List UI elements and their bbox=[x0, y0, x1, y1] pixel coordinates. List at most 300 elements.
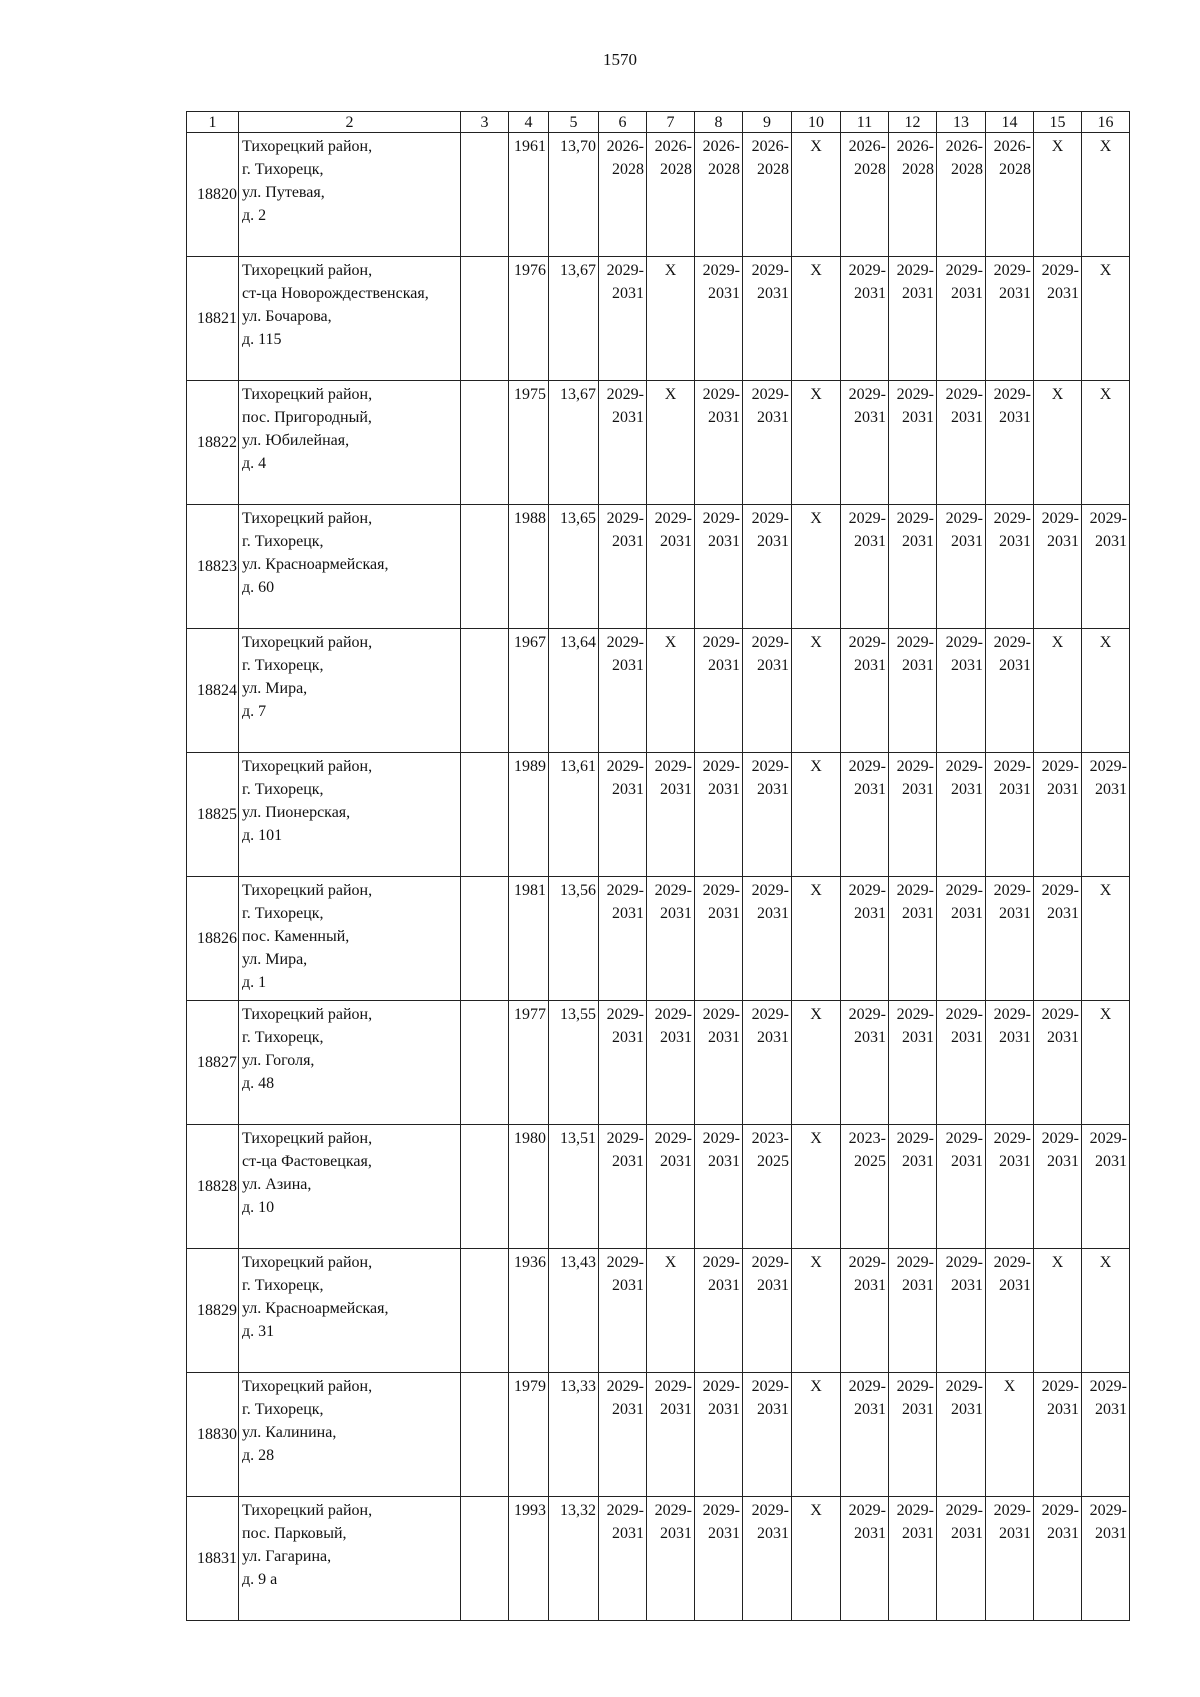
period-year: 2029- bbox=[702, 1006, 740, 1023]
housing-registry-table bbox=[186, 111, 1130, 1621]
column-3-cell bbox=[461, 1497, 509, 1621]
period-year: 2031 bbox=[660, 1401, 692, 1418]
period-year: 2026- bbox=[606, 138, 644, 155]
period-year: 2029- bbox=[702, 758, 740, 775]
period-cell bbox=[1082, 1373, 1130, 1497]
period-cell bbox=[1082, 1125, 1130, 1249]
period-cell bbox=[743, 1497, 792, 1621]
period-year: 2031 bbox=[1095, 1153, 1127, 1170]
period-cell bbox=[695, 877, 743, 1001]
not-applicable-mark: X bbox=[1082, 1249, 1130, 1373]
period-cell bbox=[743, 505, 792, 629]
address-cell bbox=[239, 629, 461, 753]
period-cell bbox=[986, 753, 1034, 877]
score-cell: 13,56 bbox=[549, 877, 599, 1001]
period-year: 2031 bbox=[757, 533, 789, 550]
period-year: 2029- bbox=[896, 1378, 934, 1395]
table-row bbox=[187, 1249, 1130, 1373]
period-year: 2029- bbox=[848, 262, 886, 279]
not-applicable-mark: X bbox=[792, 1249, 841, 1373]
period-year: 2031 bbox=[1047, 905, 1079, 922]
period-cell bbox=[841, 877, 889, 1001]
address-line: Тихорецкий район, bbox=[242, 634, 373, 651]
period-year: 2029- bbox=[848, 758, 886, 775]
period-year: 2029- bbox=[606, 634, 644, 651]
address-line: Тихорецкий район, bbox=[242, 1378, 373, 1395]
column-header-8: 8 bbox=[695, 112, 743, 133]
period-year: 2029- bbox=[654, 758, 692, 775]
period-year: 2031 bbox=[612, 533, 644, 550]
not-applicable-mark: X bbox=[1082, 133, 1130, 257]
not-applicable-mark: X bbox=[1082, 877, 1130, 1001]
column-header-9: 9 bbox=[743, 112, 792, 133]
period-cell bbox=[599, 257, 647, 381]
period-cell bbox=[599, 133, 647, 257]
address-cell bbox=[239, 1497, 461, 1621]
table-row bbox=[187, 133, 1130, 257]
period-year: 2031 bbox=[951, 1153, 983, 1170]
column-3-cell bbox=[461, 1125, 509, 1249]
period-year: 2029- bbox=[1041, 262, 1079, 279]
column-3-cell bbox=[461, 133, 509, 257]
column-3-cell bbox=[461, 381, 509, 505]
period-year: 2031 bbox=[757, 781, 789, 798]
period-year: 2029- bbox=[993, 1130, 1031, 1147]
address-line: Тихорецкий район, bbox=[242, 758, 373, 775]
period-year: 2031 bbox=[612, 1525, 644, 1542]
period-cell bbox=[986, 1497, 1034, 1621]
period-year: 2026- bbox=[702, 138, 740, 155]
address-line: ул. Бочарова, bbox=[242, 308, 332, 325]
period-year: 2031 bbox=[660, 905, 692, 922]
period-year: 2031 bbox=[757, 905, 789, 922]
table-row bbox=[187, 381, 1130, 505]
year-cell: 1981 bbox=[509, 877, 549, 1001]
period-year: 2029- bbox=[848, 1006, 886, 1023]
not-applicable-mark: X bbox=[1082, 629, 1130, 753]
period-cell bbox=[743, 1249, 792, 1373]
score-cell: 13,55 bbox=[549, 1001, 599, 1125]
period-cell bbox=[841, 257, 889, 381]
period-year: 2029- bbox=[751, 1502, 789, 1519]
address-line: д. 10 bbox=[242, 1199, 275, 1216]
year-cell: 1993 bbox=[509, 1497, 549, 1621]
period-year: 2029- bbox=[945, 1502, 983, 1519]
address-line: пос. Пригородный, bbox=[242, 409, 372, 426]
period-cell bbox=[743, 257, 792, 381]
period-cell bbox=[889, 877, 937, 1001]
period-cell bbox=[986, 1001, 1034, 1125]
period-year: 2031 bbox=[1095, 1401, 1127, 1418]
period-year: 2029- bbox=[606, 758, 644, 775]
address-line: д. 48 bbox=[242, 1075, 275, 1092]
period-cell bbox=[841, 1249, 889, 1373]
address-line: ул. Мира, bbox=[242, 951, 308, 968]
period-year: 2031 bbox=[854, 1277, 886, 1294]
address-line: д. 4 bbox=[242, 455, 267, 472]
period-year: 2028 bbox=[999, 161, 1031, 178]
period-year: 2029- bbox=[654, 882, 692, 899]
score-cell: 13,33 bbox=[549, 1373, 599, 1497]
period-year: 2029- bbox=[606, 1130, 644, 1147]
period-cell bbox=[986, 381, 1034, 505]
period-cell bbox=[889, 1497, 937, 1621]
period-year: 2029- bbox=[702, 1378, 740, 1395]
period-cell bbox=[841, 505, 889, 629]
period-year: 2031 bbox=[902, 1029, 934, 1046]
period-year: 2031 bbox=[612, 409, 644, 426]
period-year: 2028 bbox=[708, 161, 740, 178]
period-year: 2029- bbox=[702, 634, 740, 651]
score-cell: 13,32 bbox=[549, 1497, 599, 1621]
period-year: 2031 bbox=[951, 1277, 983, 1294]
period-cell bbox=[937, 257, 986, 381]
address-line: ул. Калинина, bbox=[242, 1424, 337, 1441]
period-cell bbox=[889, 505, 937, 629]
period-year: 2029- bbox=[606, 386, 644, 403]
column-3-cell bbox=[461, 877, 509, 1001]
period-cell bbox=[695, 1249, 743, 1373]
period-cell bbox=[695, 753, 743, 877]
period-year: 2031 bbox=[999, 285, 1031, 302]
period-year: 2031 bbox=[757, 657, 789, 674]
period-cell bbox=[743, 753, 792, 877]
period-cell bbox=[841, 753, 889, 877]
period-year: 2029- bbox=[751, 1378, 789, 1395]
score-cell: 13,70 bbox=[549, 133, 599, 257]
period-year: 2031 bbox=[708, 905, 740, 922]
not-applicable-mark: X bbox=[792, 133, 841, 257]
period-year: 2029- bbox=[848, 510, 886, 527]
period-year: 2031 bbox=[1095, 1525, 1127, 1542]
period-year: 2031 bbox=[902, 905, 934, 922]
period-year: 2029- bbox=[751, 510, 789, 527]
period-year: 2029- bbox=[896, 758, 934, 775]
period-year: 2029- bbox=[702, 1130, 740, 1147]
period-year: 2029- bbox=[993, 1006, 1031, 1023]
period-year: 2029- bbox=[751, 882, 789, 899]
year-cell: 1988 bbox=[509, 505, 549, 629]
column-header-4: 4 bbox=[509, 112, 549, 133]
year-cell: 1967 bbox=[509, 629, 549, 753]
score-cell: 13,65 bbox=[549, 505, 599, 629]
row-id-cell: 18824 bbox=[187, 629, 239, 753]
address-line: д. 2 bbox=[242, 207, 267, 224]
period-year: 2031 bbox=[951, 905, 983, 922]
period-cell bbox=[743, 629, 792, 753]
address-cell bbox=[239, 1001, 461, 1125]
period-year: 2031 bbox=[612, 657, 644, 674]
period-cell bbox=[1034, 753, 1082, 877]
period-year: 2029- bbox=[945, 1254, 983, 1271]
period-year: 2029- bbox=[896, 262, 934, 279]
period-cell bbox=[1034, 257, 1082, 381]
score-cell: 13,51 bbox=[549, 1125, 599, 1249]
table-row bbox=[187, 505, 1130, 629]
period-year: 2031 bbox=[708, 1029, 740, 1046]
address-line: Тихорецкий район, bbox=[242, 1254, 373, 1271]
address-line: ул. Юбилейная, bbox=[242, 432, 350, 449]
period-year: 2031 bbox=[757, 285, 789, 302]
period-year: 2031 bbox=[757, 409, 789, 426]
not-applicable-mark: X bbox=[1082, 381, 1130, 505]
address-line: ул. Путевая, bbox=[242, 184, 325, 201]
period-year: 2031 bbox=[951, 533, 983, 550]
period-year: 2029- bbox=[896, 386, 934, 403]
period-year: 2031 bbox=[660, 533, 692, 550]
period-cell bbox=[889, 1001, 937, 1125]
period-year: 2029- bbox=[606, 882, 644, 899]
period-year: 2029- bbox=[896, 634, 934, 651]
period-year: 2031 bbox=[660, 1525, 692, 1542]
period-year: 2031 bbox=[612, 1401, 644, 1418]
row-id-cell: 18822 bbox=[187, 381, 239, 505]
row-id-cell: 18820 bbox=[187, 133, 239, 257]
column-header-10: 10 bbox=[792, 112, 841, 133]
score-cell: 13,67 bbox=[549, 257, 599, 381]
not-applicable-mark: X bbox=[986, 1373, 1034, 1497]
period-year: 2029- bbox=[945, 758, 983, 775]
period-year: 2029- bbox=[993, 1254, 1031, 1271]
period-cell bbox=[695, 381, 743, 505]
address-line: ул. Гоголя, bbox=[242, 1052, 315, 1069]
period-cell bbox=[889, 381, 937, 505]
period-year: 2029- bbox=[606, 1006, 644, 1023]
period-year: 2023- bbox=[751, 1130, 789, 1147]
period-cell bbox=[695, 1497, 743, 1621]
period-year: 2029- bbox=[606, 1254, 644, 1271]
period-year: 2031 bbox=[854, 1401, 886, 1418]
table-row bbox=[187, 1373, 1130, 1497]
period-year: 2029- bbox=[702, 1254, 740, 1271]
table-row bbox=[187, 1001, 1130, 1125]
period-cell bbox=[695, 1001, 743, 1125]
column-3-cell bbox=[461, 505, 509, 629]
not-applicable-mark: X bbox=[1034, 1249, 1082, 1373]
period-cell bbox=[889, 1249, 937, 1373]
address-line: д. 7 bbox=[242, 703, 267, 720]
period-year: 2031 bbox=[757, 1401, 789, 1418]
period-cell bbox=[841, 1001, 889, 1125]
period-year: 2029- bbox=[751, 386, 789, 403]
period-year: 2031 bbox=[999, 781, 1031, 798]
address-line: ул. Азина, bbox=[242, 1176, 312, 1193]
period-year: 2029- bbox=[993, 262, 1031, 279]
period-year: 2029- bbox=[896, 510, 934, 527]
period-year: 2029- bbox=[848, 1254, 886, 1271]
period-year: 2031 bbox=[708, 657, 740, 674]
period-cell bbox=[647, 877, 695, 1001]
column-3-cell bbox=[461, 1001, 509, 1125]
address-line: д. 60 bbox=[242, 579, 275, 596]
period-year: 2029- bbox=[702, 510, 740, 527]
address-line: ул. Красноармейская, bbox=[242, 556, 389, 573]
period-year: 2029- bbox=[1041, 1006, 1079, 1023]
period-cell bbox=[1034, 1125, 1082, 1249]
address-line: г. Тихорецк, bbox=[242, 781, 324, 798]
period-cell bbox=[841, 629, 889, 753]
period-cell bbox=[889, 257, 937, 381]
period-cell bbox=[599, 753, 647, 877]
period-year: 2031 bbox=[999, 409, 1031, 426]
period-cell bbox=[743, 1373, 792, 1497]
period-year: 2029- bbox=[702, 882, 740, 899]
period-year: 2031 bbox=[612, 1277, 644, 1294]
address-line: Тихорецкий район, bbox=[242, 1006, 373, 1023]
row-id-cell: 18825 bbox=[187, 753, 239, 877]
not-applicable-mark: X bbox=[647, 1249, 695, 1373]
period-year: 2031 bbox=[1095, 533, 1127, 550]
period-year: 2031 bbox=[1047, 1401, 1079, 1418]
period-year: 2031 bbox=[708, 533, 740, 550]
period-cell bbox=[743, 1125, 792, 1249]
period-year: 2029- bbox=[993, 386, 1031, 403]
column-header-3: 3 bbox=[461, 112, 509, 133]
period-cell bbox=[937, 1125, 986, 1249]
period-year: 2029- bbox=[654, 1378, 692, 1395]
period-cell bbox=[1082, 753, 1130, 877]
column-3-cell bbox=[461, 1373, 509, 1497]
period-year: 2026- bbox=[751, 138, 789, 155]
address-line: г. Тихорецк, bbox=[242, 905, 324, 922]
period-cell bbox=[937, 1373, 986, 1497]
period-year: 2031 bbox=[902, 781, 934, 798]
period-cell bbox=[647, 1001, 695, 1125]
score-cell: 13,61 bbox=[549, 753, 599, 877]
address-line: д. 101 bbox=[242, 827, 283, 844]
column-header-14: 14 bbox=[986, 112, 1034, 133]
period-year: 2029- bbox=[945, 386, 983, 403]
period-cell bbox=[841, 1373, 889, 1497]
period-cell bbox=[695, 1373, 743, 1497]
period-year: 2031 bbox=[708, 781, 740, 798]
period-year: 2031 bbox=[902, 285, 934, 302]
address-line: д. 115 bbox=[242, 331, 282, 348]
period-year: 2031 bbox=[902, 1401, 934, 1418]
column-3-cell bbox=[461, 753, 509, 877]
address-line: пос. Каменный, bbox=[242, 928, 350, 945]
address-cell bbox=[239, 1373, 461, 1497]
period-cell bbox=[1082, 1497, 1130, 1621]
row-id-cell: 18831 bbox=[187, 1497, 239, 1621]
period-cell bbox=[937, 505, 986, 629]
period-cell bbox=[937, 1249, 986, 1373]
period-year: 2029- bbox=[1041, 1378, 1079, 1395]
period-year: 2031 bbox=[612, 905, 644, 922]
address-cell bbox=[239, 877, 461, 1001]
period-cell bbox=[889, 1125, 937, 1249]
period-year: 2029- bbox=[702, 386, 740, 403]
period-cell bbox=[986, 505, 1034, 629]
score-cell: 13,67 bbox=[549, 381, 599, 505]
period-cell bbox=[695, 629, 743, 753]
period-year: 2031 bbox=[951, 409, 983, 426]
period-cell bbox=[937, 753, 986, 877]
period-year: 2028 bbox=[854, 161, 886, 178]
period-cell bbox=[1082, 505, 1130, 629]
address-cell bbox=[239, 753, 461, 877]
period-cell bbox=[841, 381, 889, 505]
period-cell bbox=[743, 133, 792, 257]
period-year: 2031 bbox=[1047, 1029, 1079, 1046]
period-cell bbox=[986, 629, 1034, 753]
period-year: 2029- bbox=[848, 1378, 886, 1395]
period-cell bbox=[889, 1373, 937, 1497]
period-year: 2029- bbox=[945, 882, 983, 899]
period-year: 2029- bbox=[751, 634, 789, 651]
period-year: 2029- bbox=[1041, 1502, 1079, 1519]
column-header-6: 6 bbox=[599, 112, 647, 133]
period-year: 2029- bbox=[606, 262, 644, 279]
period-year: 2029- bbox=[1089, 1130, 1127, 1147]
column-header-7: 7 bbox=[647, 112, 695, 133]
address-line: ст-ца Новорождественская, bbox=[242, 285, 429, 302]
period-year: 2031 bbox=[999, 533, 1031, 550]
address-line: г. Тихорецк, bbox=[242, 1029, 324, 1046]
address-line: Тихорецкий район, bbox=[242, 262, 373, 279]
not-applicable-mark: X bbox=[1034, 381, 1082, 505]
period-year: 2029- bbox=[945, 1130, 983, 1147]
period-year: 2031 bbox=[854, 1525, 886, 1542]
period-year: 2029- bbox=[896, 1502, 934, 1519]
address-line: пос. Парковый, bbox=[242, 1525, 347, 1542]
period-year: 2029- bbox=[945, 262, 983, 279]
not-applicable-mark: X bbox=[792, 877, 841, 1001]
period-cell bbox=[695, 133, 743, 257]
address-cell bbox=[239, 505, 461, 629]
column-header-5: 5 bbox=[549, 112, 599, 133]
not-applicable-mark: X bbox=[647, 381, 695, 505]
period-year: 2029- bbox=[993, 882, 1031, 899]
period-year: 2031 bbox=[902, 1525, 934, 1542]
period-year: 2031 bbox=[1047, 1525, 1079, 1542]
period-year: 2029- bbox=[1089, 758, 1127, 775]
row-id-cell: 18830 bbox=[187, 1373, 239, 1497]
period-year: 2031 bbox=[1047, 285, 1079, 302]
column-header-16: 16 bbox=[1082, 112, 1130, 133]
period-year: 2031 bbox=[999, 1029, 1031, 1046]
period-year: 2029- bbox=[945, 1378, 983, 1395]
period-year: 2031 bbox=[708, 409, 740, 426]
period-year: 2029- bbox=[702, 262, 740, 279]
period-year: 2031 bbox=[708, 1277, 740, 1294]
period-cell bbox=[599, 877, 647, 1001]
period-year: 2029- bbox=[945, 1006, 983, 1023]
not-applicable-mark: X bbox=[792, 381, 841, 505]
column-3-cell bbox=[461, 629, 509, 753]
address-line: ул. Красноармейская, bbox=[242, 1300, 389, 1317]
period-cell bbox=[743, 1001, 792, 1125]
period-year: 2029- bbox=[702, 1502, 740, 1519]
address-cell bbox=[239, 1125, 461, 1249]
period-year: 2031 bbox=[902, 533, 934, 550]
table-row bbox=[187, 257, 1130, 381]
period-cell bbox=[695, 257, 743, 381]
period-year: 2031 bbox=[951, 781, 983, 798]
year-cell: 1961 bbox=[509, 133, 549, 257]
period-year: 2029- bbox=[1041, 510, 1079, 527]
year-cell: 1975 bbox=[509, 381, 549, 505]
period-year: 2031 bbox=[854, 1029, 886, 1046]
address-cell bbox=[239, 133, 461, 257]
row-id-cell: 18823 bbox=[187, 505, 239, 629]
period-cell bbox=[1034, 505, 1082, 629]
period-year: 2025 bbox=[757, 1153, 789, 1170]
period-year: 2029- bbox=[1089, 1502, 1127, 1519]
period-year: 2031 bbox=[708, 1401, 740, 1418]
period-year: 2029- bbox=[606, 1502, 644, 1519]
address-line: г. Тихорецк, bbox=[242, 161, 324, 178]
